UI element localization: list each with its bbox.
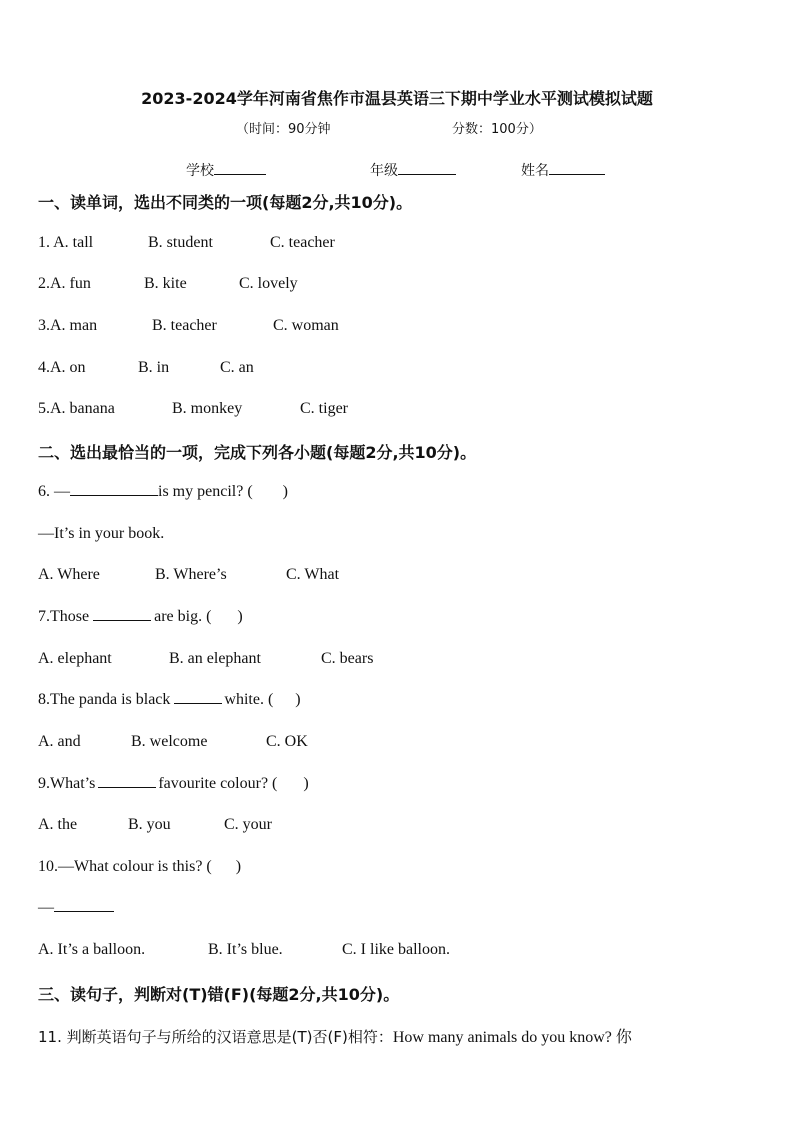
section-1-heading: 一、读单词，选出不同类的一项(每题2分,共10分)。 <box>38 193 413 212</box>
question-6-option-b: B. Where’s <box>155 566 227 583</box>
question-8-stem-end: ) <box>295 691 301 708</box>
question-9-stem <box>38 775 309 793</box>
question-2-option-a: 2.A. fun <box>38 275 91 292</box>
question-8-stem-middle: white. ( <box>224 691 274 708</box>
question-5-option-a: 5.A. banana <box>38 400 115 417</box>
question-1-option-b: B. student <box>148 234 213 251</box>
question-10-option-c: C. I like balloon. <box>342 941 450 958</box>
school-field <box>186 160 266 180</box>
grade-label: 年级 <box>370 163 398 179</box>
question-7-stem-end: ) <box>237 608 243 625</box>
question-7-stem-middle: are big. ( <box>154 608 212 625</box>
name-label: 姓名 <box>521 163 549 179</box>
question-8-option-b: B. welcome <box>131 733 208 750</box>
section-2-heading: 二、选出最恰当的一项，完成下列各小题(每题2分,共10分)。 <box>38 443 477 462</box>
question-7-option-c: C. bears <box>321 650 374 667</box>
question-10-blank <box>54 910 114 912</box>
question-1-option-a: 1. A. tall <box>38 234 94 251</box>
question-7-stem <box>38 608 243 626</box>
question-5-option-b: B. monkey <box>172 400 243 417</box>
question-6-option-c: C. What <box>286 566 340 583</box>
question-6-stem-start: 6. — <box>38 483 70 500</box>
question-11-stem-chinese: 11. 判断英语句子与所给的汉语意思是(T)否(F)相符： <box>38 1028 393 1046</box>
question-6-stem-middle: is my pencil? ( <box>158 483 253 500</box>
question-8-stem <box>38 691 301 709</box>
question-6-reply: —It’s in your book. <box>38 525 165 542</box>
question-6-stem <box>38 483 288 501</box>
section-3-heading: 三、读句子，判断对(T)错(F)(每题2分,共10分)。 <box>38 985 400 1004</box>
question-10-stem <box>38 858 241 876</box>
question-9-option-a: A. the <box>38 816 78 833</box>
question-10-stem-start: 10.—What colour is this? ( <box>38 858 212 875</box>
question-10-option-a: A. It’s a balloon. <box>38 941 146 958</box>
question-4-option-b: B. in <box>138 359 170 376</box>
question-9-option-c: C. your <box>224 816 272 833</box>
question-9-stem-end: ) <box>303 775 309 792</box>
question-10-option-b: B. It’s blue. <box>208 941 283 958</box>
question-6-option-a: A. Where <box>38 566 100 583</box>
question-9-stem-middle: favourite colour? ( <box>158 775 278 792</box>
page-title: 2023-2024学年河南省焦作市温县英语三下期中学业水平测试模拟试题 <box>141 89 653 108</box>
exam-time: （时间：90分钟 <box>236 122 331 137</box>
question-11-stem <box>38 1024 632 1047</box>
question-4-option-c: C. an <box>220 359 254 376</box>
question-8-stem-start: 8.The panda is black <box>38 691 171 708</box>
question-7-blank <box>93 619 151 621</box>
question-10-stem-end: ) <box>235 858 242 875</box>
question-10-reply <box>38 899 114 917</box>
question-3-option-b: B. teacher <box>152 317 217 334</box>
grade-blank <box>398 173 456 175</box>
question-7-stem-start: 7.Those <box>38 608 90 625</box>
question-2-option-c: C. lovely <box>239 275 298 292</box>
exam-score: 分数：100分） <box>452 122 542 137</box>
question-2-option-b: B. kite <box>144 275 187 292</box>
grade-field <box>370 160 456 180</box>
question-1-option-c: C. teacher <box>270 234 335 251</box>
question-7-option-a: A. elephant <box>38 650 112 667</box>
name-blank <box>549 173 605 175</box>
question-7-option-b: B. an elephant <box>169 650 261 667</box>
question-9-stem-start: 9.What’s <box>38 775 96 792</box>
question-8-blank <box>174 702 222 704</box>
question-8-option-c: C. OK <box>266 733 308 750</box>
question-3-option-a: 3.A. man <box>38 317 98 334</box>
school-blank <box>214 173 266 175</box>
question-10-reply-dash: — <box>38 899 54 916</box>
question-6-stem-end: ) <box>282 483 288 500</box>
question-3-option-c: C. woman <box>273 317 339 334</box>
question-4-option-a: 4.A. on <box>38 359 86 376</box>
question-9-option-b: B. you <box>128 816 171 833</box>
name-field <box>521 160 605 180</box>
question-9-blank <box>98 786 156 788</box>
question-6-blank <box>70 494 158 496</box>
question-8-option-a: A. and <box>38 733 81 750</box>
school-label: 学校 <box>186 163 214 179</box>
question-5-option-c: C. tiger <box>300 400 348 417</box>
question-11-stem-english: How many animals do you know? 你 <box>392 1029 632 1046</box>
